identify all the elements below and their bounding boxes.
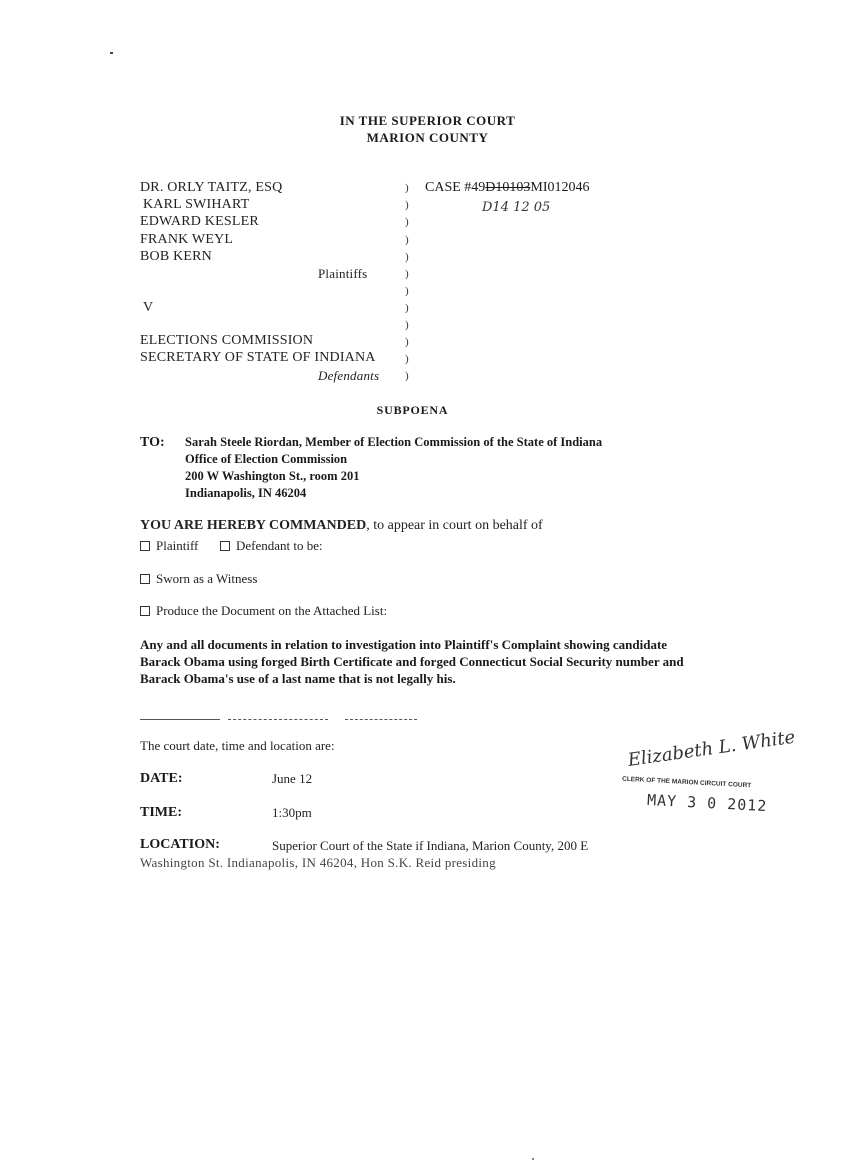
defendant-2: SECRETARY OF STATE OF INDIANA (140, 350, 376, 365)
separator-line (228, 719, 328, 720)
court-date-intro: The court date, time and location are: (140, 738, 335, 753)
time-value: 1:30pm (272, 805, 312, 820)
recipient-street: 200 W Washington St., room 201 (185, 469, 360, 483)
paren: ) (405, 285, 409, 297)
produce-checkbox[interactable] (140, 606, 150, 616)
paren: ) (405, 234, 409, 246)
location-line-2: Washington St. Indianapolis, IN 46204, Hon S.K. Reid presiding (140, 855, 496, 870)
plaintiffs-label: Plaintiffs (318, 266, 368, 281)
recipient-city: Indianapolis, IN 46204 (185, 486, 307, 500)
option-witness[interactable] (140, 571, 257, 587)
paren: ) (405, 251, 409, 263)
paren: ) (405, 353, 409, 365)
command-line (140, 518, 543, 534)
defendant-option-label: Defendant to be: (236, 538, 323, 553)
location-line-1: Superior Court of the State if Indiana, Marion County, 200 E (272, 838, 589, 853)
plaintiff-1: DR. ORLY TAITZ, ESQ (140, 180, 283, 195)
witness-checkbox[interactable] (140, 574, 150, 584)
plaintiff-4: FRANK WEYL (140, 232, 234, 247)
clerk-stamp-date: MAY 3 0 2012 (646, 790, 768, 816)
defendants-label: Defendants (318, 368, 380, 383)
separator-line (140, 719, 220, 720)
paren: ) (405, 336, 409, 348)
case-number (425, 180, 590, 196)
plaintiff-option-label: Plaintiff (156, 538, 199, 553)
paren: ) (405, 370, 409, 382)
clerk-signature: Elizabeth L. White (626, 726, 797, 771)
location-label: LOCATION: (140, 837, 220, 852)
time-label: TIME: (140, 805, 182, 820)
scan-speck (110, 52, 113, 54)
document-title: SUBPOENA (376, 403, 449, 417)
documents-requested: Any and all documents in relation to investigation into Plaintiff's Complaint showing candidate Barack Obama using forged Birth Certificate and forged Connecticut Social Security number and Barack Obama's use of a last name that is not legally his. (140, 637, 684, 686)
paren: ) (405, 216, 409, 228)
paren: ) (405, 268, 409, 280)
defendant-checkbox[interactable] (220, 541, 230, 551)
date-value: June 12 (272, 771, 313, 786)
command-bold: YOU ARE HEREBY COMMANDED (140, 518, 367, 533)
paren: ) (405, 182, 409, 194)
versus: V (143, 300, 154, 315)
case-struck: D10103 (485, 180, 531, 195)
case-suffix: MI012046 (530, 180, 590, 195)
paren: ) (405, 302, 409, 314)
option-defendant[interactable] (220, 538, 323, 554)
scan-speck (532, 1158, 534, 1160)
recipient-office: Office of Election Commission (185, 452, 348, 466)
plaintiff-checkbox[interactable] (140, 541, 150, 551)
case-handwritten: D14 12 05 (482, 200, 551, 215)
command-rest: , to appear in court on behalf of (366, 518, 543, 533)
county-name: MARION COUNTY (366, 130, 489, 145)
clerk-stamp-label: CLERK OF THE MARION CIRCUIT COURT (621, 775, 752, 790)
recipient-name: Sarah Steele Riordan, Member of Election Commission of the State of Indiana (185, 435, 603, 449)
plaintiff-3: EDWARD KESLER (140, 214, 259, 229)
date-label: DATE: (140, 771, 183, 786)
witness-option-label: Sworn as a Witness (156, 571, 258, 586)
option-produce[interactable] (140, 603, 387, 619)
court-name: IN THE SUPERIOR COURT (339, 113, 516, 128)
paren: ) (405, 319, 409, 331)
paren: ) (405, 199, 409, 211)
case-prefix: CASE #49 (425, 180, 486, 195)
to-label: TO: (140, 435, 165, 450)
produce-option-label: Produce the Document on the Attached List: (156, 603, 388, 618)
plaintiff-2: KARL SWIHART (143, 197, 250, 212)
plaintiff-5: BOB KERN (140, 249, 212, 264)
option-plaintiff[interactable] (140, 538, 198, 554)
defendant-1: ELECTIONS COMMISSION (140, 333, 314, 348)
separator-line (345, 719, 417, 720)
